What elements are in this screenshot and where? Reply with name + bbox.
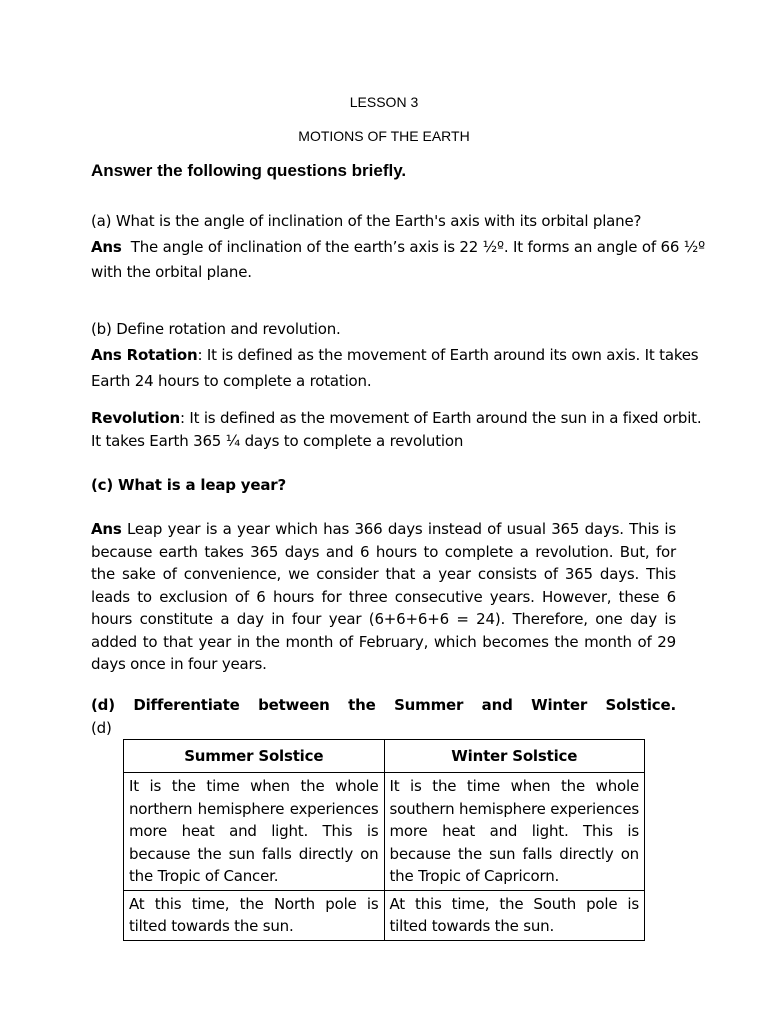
answer-b-rotation-line1 [91,346,698,364]
answer-b-revolution-line1 [91,409,701,427]
question-d-word: (d) [91,696,115,714]
question-d-word: Winter [531,696,588,714]
question-a: (a) What is the angle of inclination of the Earth's axis with its orbital plane? [91,212,642,230]
question-d-word: between [258,696,330,714]
question-d-label: (d) [91,719,112,737]
answer-a-line2: with the orbital plane. [91,263,252,281]
answer-c-label: Ans [91,520,122,538]
table-row [124,773,645,891]
question-d-word: Differentiate [133,696,240,714]
summer-cell: At this time, the North pole is tilted towards the sun. [124,890,385,940]
question-d-word: and [481,696,513,714]
rotation-text1: : It is defined as the movement of Earth around its own axis. It takes [197,346,699,364]
revolution-label: Revolution [91,409,180,427]
winter-cell: At this time, the South pole is tilted towards the sun. [384,890,645,940]
header-winter: Winter Solstice [384,740,645,773]
solstice-table [123,739,645,941]
instruction-heading: Answer the following questions briefly. [91,161,407,180]
answer-c-text: Leap year is a year which has 366 days instead of usual 365 days. This is because earth takes 365 days and 6 hours to complete a revolution. But, for the sake of convenience, we consider that a year consists of 365 days. This leads to exclusion of 6 hours for three consecutive years. However, these 6 hours constitute a day in four year (6+6+6+6 = 24). Therefore, one day is added to that year in the month of February, which becomes the month of 29 days once in four years. [91,520,676,673]
summer-cell: It is the time when the whole northern hemisphere experiences more heat and light. This is because the sun falls directly on the Tropic of Cancer. [124,773,385,891]
answer-a-line1 [91,238,705,256]
table-header-row [124,740,645,773]
question-b: (b) Define rotation and revolution. [91,320,341,338]
rotation-label: Ans Rotation [91,346,198,364]
header-summer: Summer Solstice [124,740,385,773]
question-d-word: the [348,696,376,714]
question-d-word: Summer [394,696,464,714]
winter-cell: It is the time when the whole southern hemisphere experiences more heat and light. This is because the sun falls directly on the Tropic of Capricorn. [384,773,645,891]
question-d-word: Solstice. [605,696,676,714]
question-d [91,696,676,714]
revolution-text1: : It is defined as the movement of Earth around the sun in a fixed orbit. [179,409,702,427]
lesson-title: MOTIONS OF THE EARTH [298,128,470,144]
answer-b-revolution-line2: It takes Earth 365 ¼ days to complete a revolution [91,432,464,450]
table-row [124,890,645,940]
answer-b-rotation-line2: Earth 24 hours to complete a rotation. [91,372,372,390]
answer-label: Ans [91,238,122,256]
answer-c [91,518,676,676]
question-c: (c) What is a leap year? [91,476,286,494]
lesson-number: LESSON 3 [349,94,419,110]
answer-a-text1: The angle of inclination of the earth’s axis is 22 ½º. It forms an angle of 66 ½º [130,238,705,256]
